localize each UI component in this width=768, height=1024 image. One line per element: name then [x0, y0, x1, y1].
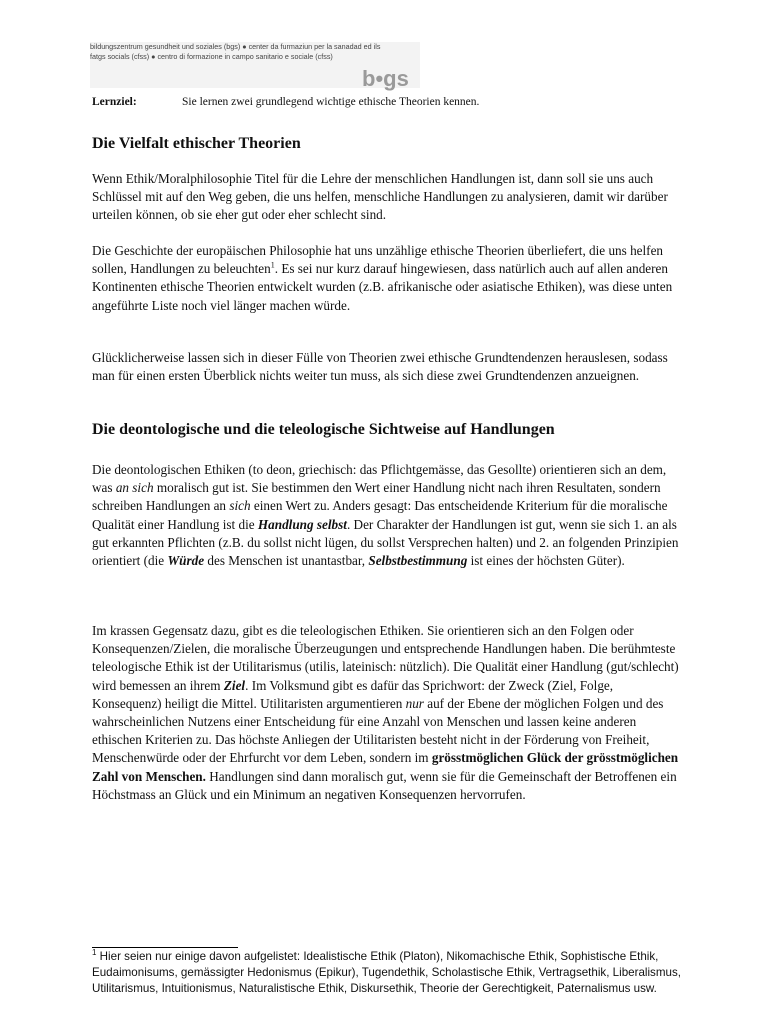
paragraph-text: . Im Volksmund gibt es dafür das Sprichwort: der Zweck (Ziel, Folge, Konsequenz) heiligt die Mittel. Utilitaristen argumentieren	[92, 677, 614, 711]
section-heading-deontologie: Die deontologische und die teleologische Sichtweise auf Handlungen	[92, 421, 555, 438]
paragraph	[92, 170, 682, 225]
section-heading-vielfalt: Die Vielfalt ethischer Theorien	[92, 135, 301, 152]
strong-emphasis: Ziel	[223, 677, 246, 693]
paragraph	[92, 242, 682, 315]
paragraph-text: einen Wert zu. Anders gesagt: Das entscheidende Kriterium für die moralische Qualität einer Handlung ist die	[92, 498, 668, 532]
footnote-text: Hier seien nur einige davon aufgelistet: Idealistische Ethik (Platon), Nikomachische Ethik, Sophistische Ethik, Eudaimonisums, gemässigter Hedonismus (Epikur), Tugendethik, Scholastische Ethik, Vertragsethik, Liberalismus, Utilitarismus, Intuitionismus, Naturalistische Ethik, Diskursethik, Theorie der Gerechtigkeit, Paternalismus usw.	[92, 950, 681, 995]
paragraph-text: Glücklicherweise lassen sich in dieser Fülle von Theorien zwei ethische Grundtendenzen herauslesen, sodass man für einen ersten Überblick nichts weiter tun muss, als sich diese zwei Grundtendenzen anzueignen.	[92, 350, 668, 384]
footnote-marker[interactable]: 1	[270, 260, 275, 270]
strong-emphasis: Handlung selbst	[257, 516, 347, 532]
header-line-1: bildungszentrum gesundheit und soziales (bgs) ● center da furmaziun per la sanadad ed ils	[90, 42, 381, 51]
strong-emphasis: Würde	[167, 553, 205, 569]
paragraph-text: ist eines der höchsten Güter).	[467, 553, 625, 569]
emphasis: an sich	[115, 480, 154, 496]
emphasis: nur	[405, 695, 424, 711]
paragraph-text: . Der Charakter der Handlungen ist gut, wenn sie sich 1. an als gut erkannten Pflichten (z.B. du sollst nicht lügen, du sollst Versprechen halten) und 2. an folgenden Prinzipien orientiert (die	[92, 516, 679, 569]
paragraph	[92, 622, 682, 804]
paragraph-text: Die deontologischen Ethiken (to deon, griechisch: das Pflichtgemässe, das Gesollte) orientieren sich an dem, was	[92, 462, 667, 496]
paragraph-text: Handlungen sind dann moralisch gut, wenn sie für die Gemeinschaft der Betroffenen ein Höchstmass an Glück und ein Minimum an negativen Konsequenzen hervorrufen.	[92, 768, 677, 802]
paragraph	[92, 349, 682, 385]
strong-emphasis: Selbstbestimmung	[368, 553, 468, 569]
paragraph-text: des Menschen ist unantastbar,	[204, 553, 369, 569]
paragraph-text: Im krassen Gegensatz dazu, gibt es die teleologischen Ethiken. Sie orientieren sich an den Folgen oder Konsequenzen/Zielen, die moralische Überzeugungen und entsprechende Handlungen haben. Die berühmteste teleologische Ethik ist der Utilitarismus (utilis, lateinisch: nützlich). Die Qualität einer Handlung (gut/schlecht) wird bemessen an ihrem	[92, 623, 679, 693]
learning-goal-text: Sie lernen zwei grundlegend wichtige ethische Theorien kennen.	[182, 96, 480, 108]
paragraph-text: auf der Ebene der möglichen Folgen und des wahrscheinlichen Nutzens einer Entscheidung für eine Anzahl von Menschen und lassen keine anderen ethischen Kriterien zu. Das höchste Anliegen der Utilitaristen besteht nicht in der Förderung von Freiheit, Menschenwürde oder der Ehrfurcht vor dem Leben, sondern im	[92, 695, 664, 766]
footnote-divider	[92, 947, 238, 948]
header-line-2: fatgs socials (cfss) ● centro di formazione in campo sanitario e sociale (cfss)	[90, 52, 333, 61]
bold-text: grösstmöglichen Glück der grösstmöglichen Zahl von Menschen.	[92, 750, 679, 784]
bgs-logo: b•gs	[362, 66, 409, 91]
learning-goal-label: Lernziel:	[92, 96, 137, 108]
emphasis: sich	[229, 498, 251, 514]
paragraph	[92, 461, 682, 570]
footnote-number: 1	[92, 948, 97, 958]
paragraph-text: Die Geschichte der europäischen Philosophie hat uns unzählige ethische Theorien überliefert, die uns helfen sollen, Handlungen zu beleuchten	[92, 243, 664, 277]
paragraph-text: moralisch gut ist. Sie bestimmen den Wert einer Handlung nicht nach ihren Resultaten, sondern schreiben Handlungen an	[92, 480, 661, 514]
paragraph-text: Wenn Ethik/Moralphilosophie Titel für die Lehre der menschlichen Handlungen ist, dann soll sie uns auch Schlüssel mit auf den Weg geben, die uns helfen, menschliche Handlungen zu analysieren, damit wir darüber urteilen können, ob sie eher gut oder eher schlecht sind.	[92, 171, 668, 223]
paragraph-text: . Es sei nur kurz darauf hingewiesen, dass natürlich auch auf allen anderen Kontinenten ethische Theorien entwickelt wurden (z.B. afrikanische oder asiatische Ethiken), was diese unten angeführte Liste noch viel länger machen würde.	[92, 261, 673, 313]
learning-goal	[92, 96, 480, 108]
footnote	[92, 949, 692, 997]
